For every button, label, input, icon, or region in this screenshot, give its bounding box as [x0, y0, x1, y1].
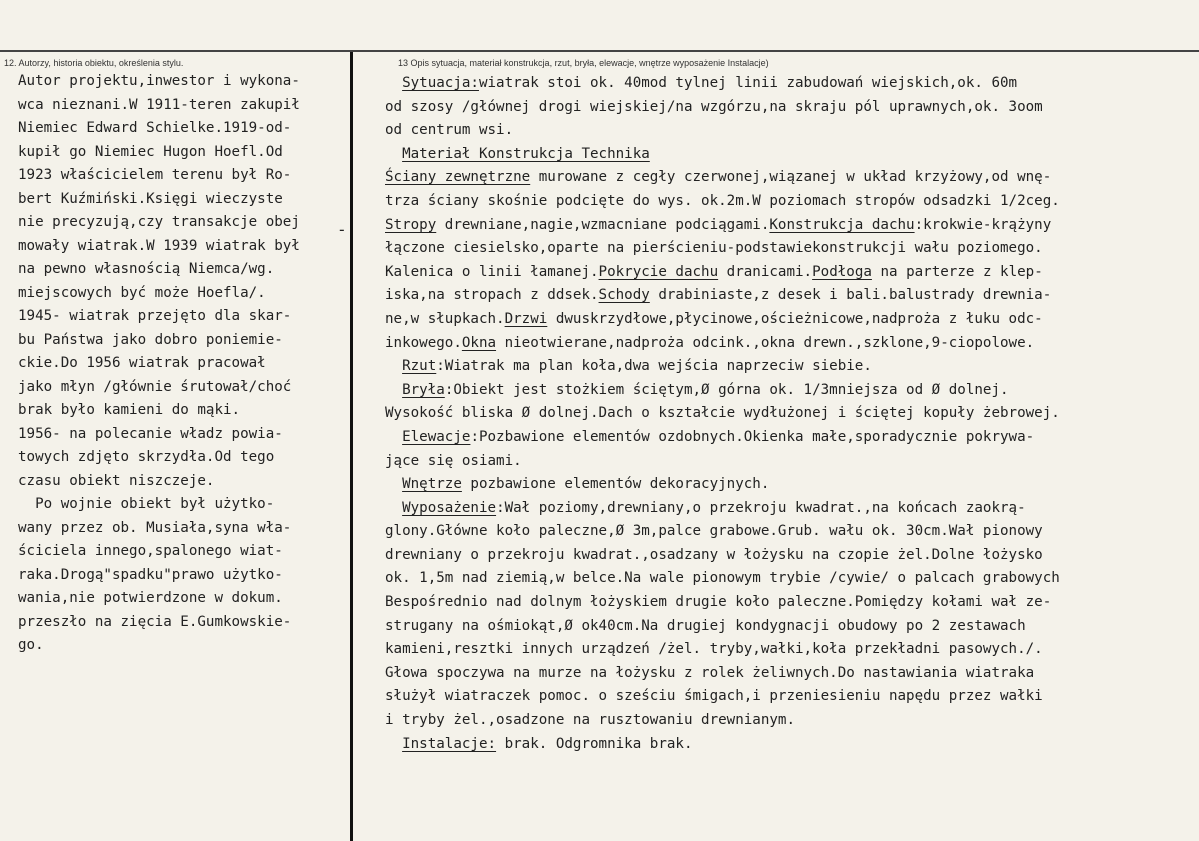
text-line: przeszło na zięcia E.Gumkowskie-	[18, 613, 292, 630]
text-line: 1945- wiatrak przejęto dla skar-	[18, 308, 292, 324]
text-line: i tryby żel.,osadzone na rusztowaniu drewnianym.	[385, 712, 795, 729]
text-line: na pewno własnością Niemca/wg.	[18, 261, 275, 277]
label-elevations: Elewacje	[402, 428, 471, 445]
text-line: mowały wiatrak.W 1939 wiatrak był	[18, 237, 300, 254]
text-line: służył wiatraczek pomoc. o sześciu śmigach,i przeniesieniu napędu przez wałki	[385, 688, 1043, 705]
text-line: Bespośrednio nad dolnym łożyskiem drugie koło paleczne.Pomiędzy kołami wał ze-	[385, 594, 1052, 611]
text-line: bert Kuźmiński.Księgi wieczyste	[18, 190, 283, 207]
margin-tick-mark: -	[337, 220, 347, 239]
text-line: 1956- na polecanie władz powia-	[18, 425, 283, 442]
label-interior: Wnętrze	[402, 476, 462, 493]
label-installations: Instalacje:	[402, 735, 497, 752]
label-roof-structure: Konstrukcja dachu	[769, 216, 915, 233]
text-line	[385, 143, 1185, 167]
text-line: czasu obiekt niszczeje.	[18, 472, 215, 489]
text-line: Instalacje: brak. Odgromnika brak.	[402, 735, 693, 752]
text-line: od centrum wsi.	[385, 122, 514, 139]
text-line: Głowa spoczywa na murze na łożysku z rolek żeliwnych.Do nastawiania wiatraka	[385, 664, 1035, 681]
text-line: strugany na ośmiokąt,Ø ok40cm.Na drugiej kondygnacji obudowy po 2 zestawach	[385, 617, 1026, 634]
text-line: iska,na stropach z ddsek.Schody drabiniaste,z desek i bali.balustrady drewnia-	[385, 287, 1052, 304]
text-line: wca nieznani.W 1911-teren zakupił	[18, 96, 300, 113]
text-line: od szosy /głównej drogi wiejskiej/na wzgórzu,na skraju pól uprawnych,ok. 3oom	[385, 98, 1043, 115]
text-line: Wnętrze pozbawione elementów dekoracyjnych.	[402, 476, 770, 493]
text-line: miejscowych być może Hoefla/.	[18, 284, 266, 301]
subheading-material: Materiał Konstrukcja Technika	[402, 145, 650, 162]
description-text-column	[385, 72, 1185, 756]
label-ceilings: Stropy	[385, 216, 437, 233]
text-line: łączone ciesielsko,oparte na pierścieniu-podstawiekonstrukcji wału poziomego.	[385, 240, 1043, 257]
text-line: go.	[18, 637, 44, 653]
section-12-heading: 12. Autorzy, historia obiektu, określenia stylu.	[4, 58, 184, 68]
section-13-heading: 13 Opis sytuacja, materiał konstrukcja, rzut, bryła, elewacje, wnętrze wyposażenie Instalacje)	[398, 58, 769, 68]
column-divider	[350, 52, 353, 841]
text-line: Niemiec Edward Schielke.1919-od-	[18, 120, 292, 136]
text-line: Po wojnie obiekt był użytko-	[18, 496, 275, 512]
text-line: nie precyzują,czy transakcje obej	[18, 214, 300, 230]
history-text-column	[18, 70, 348, 658]
text-line: jako młyn /głównie śrutował/choć	[18, 378, 292, 395]
text-line: Bryła:Obiekt jest stożkiem ściętym,Ø górna ok. 1/3mniejsza od Ø dolnej.	[402, 381, 1009, 398]
text-line: Wysokość bliska Ø dolnej.Dach o kształcie wydłużonej i ściętej kopuły żebrowej.	[385, 405, 1060, 422]
label-walls: Ściany zewnętrzne	[385, 169, 531, 186]
text-line: 1923 właścicielem terenu był Ro-	[18, 167, 292, 183]
text-line: wania,nie potwierdzone w dokum.	[18, 590, 283, 606]
text-line: bu Państwa jako dobro poniemie-	[18, 331, 283, 348]
label-plan: Rzut	[402, 358, 437, 375]
text-line: ściciela innego,spalonego wiat-	[18, 543, 283, 559]
text-line: kupił go Niemiec Hugon Hoefl.Od	[18, 143, 283, 160]
label-equipment: Wyposażenie	[402, 499, 497, 516]
label-doors: Drzwi	[504, 310, 548, 327]
label-form: Bryła	[402, 381, 445, 398]
text-line: jące się osiami.	[385, 452, 522, 469]
text-line: inkowego.Okna nieotwierane,nadproża odcink.,okna drewn.,szklone,9-ciopolowe.	[385, 334, 1035, 351]
text-line: drewniany o przekroju kwadrat.,osadzany w łożysku na czopie żel.Dolne łożysko	[385, 546, 1043, 563]
label-stairs: Schody	[598, 287, 650, 304]
text-line: ckie.Do 1956 wiatrak pracował	[18, 355, 266, 371]
text-line: wany przez ob. Musiała,syna wła-	[18, 519, 292, 536]
text-line: kamieni,resztki innych urządzeń /żel. tryby,wałki,koła przekładni pasowych./.	[385, 641, 1043, 658]
text-line: Stropy drewniane,nagie,wzmacniane podciągami.Konstrukcja dachu:krokwie-krążyny	[385, 216, 1052, 233]
text-line: brak było kamieni do mąki.	[18, 402, 241, 418]
label-roofing: Pokrycie dachu	[598, 263, 719, 280]
label-floor: Podłoga	[812, 263, 872, 280]
text-line: Wyposażenie:Wał poziomy,drewniany,o przekroju kwadrat.,na końcach zaokrą-	[402, 499, 1026, 516]
text-line: glony.Główne koło paleczne,Ø 3m,palce grabowe.Grub. wału ok. 30cm.Wał pionowy	[385, 523, 1043, 540]
text-line: raka.Drogą"spadku"prawo użytko-	[18, 566, 283, 583]
text-line: Ściany zewnętrzne murowane z cegły czerwonej,wiązanej w układ krzyżowy,od wnę-	[385, 169, 1052, 186]
text-line: Elewacje:Pozbawione elementów ozdobnych.Okienka małe,sporadycznie pokrywa-	[402, 428, 1035, 445]
label-situation: Sytuacja:	[402, 75, 479, 91]
text-line: trza ściany skośnie podcięte do wys. ok.2m.W poziomach stropów odsadzki 1/2ceg.	[385, 192, 1060, 209]
text-line: towych zdjęto skrzydła.Od tego	[18, 449, 275, 465]
text-line: Autor projektu,inwestor i wykona-	[18, 73, 300, 89]
text-line: Kalenica o linii łamanej.Pokrycie dachu dranicami.Podłoga na parterze z klep-	[385, 263, 1043, 280]
text-line: Rzut:Wiatrak ma plan koła,dwa wejścia naprzeciw siebie.	[402, 358, 872, 375]
text-line: Sytuacja:wiatrak stoi ok. 40mod tylnej linii zabudowań wiejskich,ok. 60m	[402, 75, 1018, 91]
text-line: ne,w słupkach.Drzwi dwuskrzydłowe,płycinowe,ościeżnicowe,nadproża z łuku odc-	[385, 310, 1043, 327]
header-rule	[0, 50, 1199, 52]
label-windows: Okna	[461, 334, 497, 351]
text-line: ok. 1,5m nad ziemią,w belce.Na wale pionowym trybie /cywie/ o palcach grabowych	[385, 570, 1060, 587]
